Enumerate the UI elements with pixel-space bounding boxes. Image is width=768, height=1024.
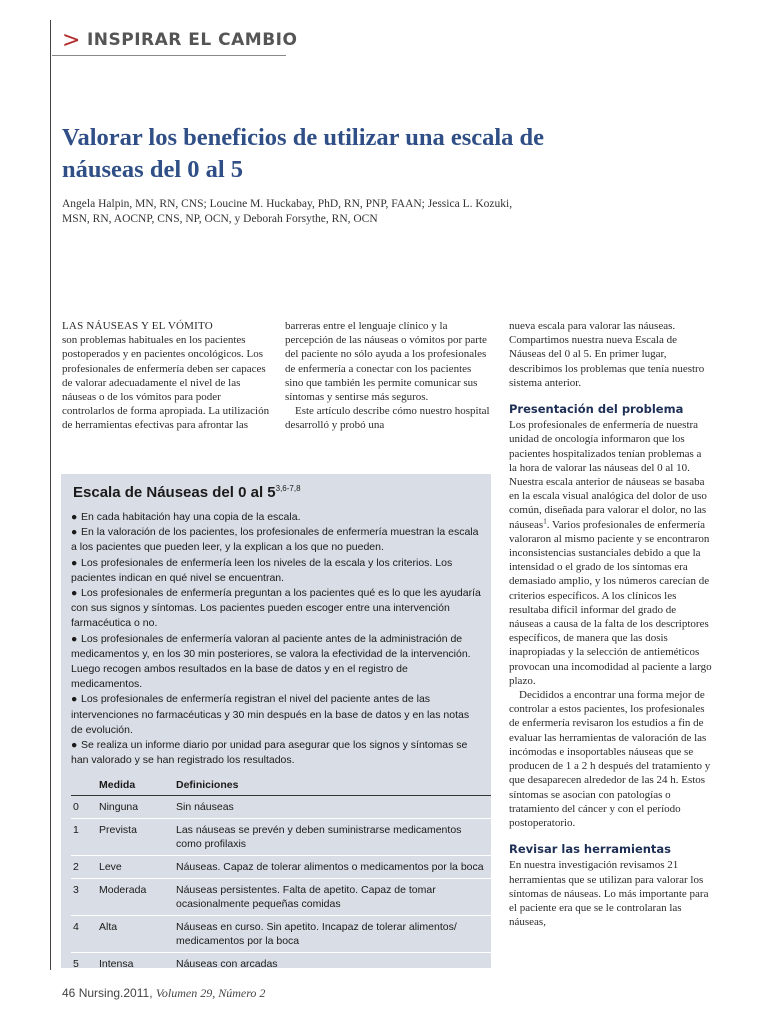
page-number: 46 [62, 986, 76, 1000]
measure-cell: Prevista [99, 819, 176, 856]
paragraph-text: . Varios profesionales de enfermería valoraron al mismo paciente y se encontraron inconsistencias sustanciales debido a que la intensidad o el grado de los síntomas era demasiado amplio, y los números carecían de criterios específicos. A los clínicos les resultaba difícil informar del grado de náuseas a causa de la falta de los descriptores específicos, de manera que las dosis inapropiadas y la selección de antieméticos provocan una incomodidad al paciente a largo plazo. [509, 518, 712, 687]
citation: 1 [543, 516, 547, 525]
bullet-icon: ● [71, 693, 78, 706]
header-cell: Definiciones [176, 777, 491, 796]
header-cell: Medida [99, 777, 176, 796]
definition-cell: Náuseas con arcadas [176, 953, 491, 976]
bullet-icon: ● [71, 632, 78, 645]
paragraph [509, 418, 712, 688]
level-cell: 1 [71, 819, 99, 856]
intro-paragraph [62, 319, 274, 433]
bullet-text: Los profesionales de enfermería preguntan a los pacientes qué es lo que les ayudaría con sus signos y síntomas. Los pacientes pueden escoger entre una intervención farmacéutica o no. [71, 587, 481, 630]
measure-cell: Intensa [99, 953, 176, 976]
scale-table [71, 777, 491, 976]
table-row [71, 879, 491, 916]
table-row [71, 916, 491, 953]
bullet-icon: ● [71, 739, 78, 752]
page-footer [62, 986, 265, 1001]
table-row [71, 953, 491, 976]
header-cell [71, 777, 99, 796]
definition-cell: Sin náuseas [176, 796, 491, 819]
citation: 3,6-7,8 [275, 484, 301, 493]
bullet-icon: ● [71, 587, 78, 600]
bullet-text: En cada habitación hay una copia de la escala. [81, 511, 301, 523]
bullet-item [71, 692, 481, 738]
definition-cell: Náuseas en curso. Sin apetito. Incapaz de tolerar alimentos/ medicamentos por la boca [176, 916, 491, 953]
measure-cell: Leve [99, 856, 176, 879]
definition-cell: Náuseas persistentes. Falta de apetito. Capaz de tomar ocasionalmente pequeñas comidas [176, 879, 491, 916]
paragraph-text: Los profesionales de enfermería de nuestra unidad de oncología informaron que los pacientes hospitalizados tenían problemas a la hora de valorar las náuseas del 0 al 10. Nuestra escala anterior de náuseas se basaba en la escala visual analógica del dolor de uso común, diseñada para valorar el dolor, no las náuseas [509, 419, 707, 531]
bullet-item [71, 510, 481, 525]
paragraph: Este artículo describe cómo nuestro hospital desarrolló y probó una [285, 405, 490, 432]
bullet-text: Los profesionales de enfermería valoran al paciente antes de la administración de medicamentos y, en los 30 min posteriores, se valora la efectividad de la intervención. Luego recogen ambos resultados en la base de datos y en el registro de medicamentos. [71, 632, 471, 691]
table-row [71, 796, 491, 819]
table-row [71, 819, 491, 856]
article-authors: Angela Halpin, MN, RN, CNS; Loucine M. Huckabay, PhD, RN, PNP, FAAN; Jessica L. Kozuki, MSN, RN, AOCNP, CNS, NP, OCN, y Deborah Forsythe, RN, OCN [62, 198, 513, 225]
level-cell: 0 [71, 796, 99, 819]
paragraph: En nuestra investigación revisamos 21 herramientas que se utilizan para valorar los síntomas de náuseas. Lo más importante para el paciente era que se le controlaran las náuseas, [509, 859, 709, 929]
bullet-text: Se realiza un informe diario por unidad para asegurar que los signos y síntomas se han valorado y se han registrado los resultados. [71, 739, 468, 767]
subheading: Revisar las herramientas [509, 842, 672, 857]
chevron-right-icon: > [62, 28, 81, 53]
subheading: Presentación del problema [509, 402, 684, 417]
column-3 [509, 319, 712, 929]
column-2 [285, 319, 490, 433]
article-title: Valorar los beneficios de utilizar una escala de náuseas del 0 al 5 [62, 124, 545, 183]
bullet-item [71, 556, 481, 586]
paragraph: Decididos a encontrar una forma mejor de controlar a estos pacientes, los profesionales de enfermería revisaron los estudios a fin de evaluar las herramientas de valoración de las incómodas e insoportables náuseas que se producen de 1 a 2 h después del tratamiento y que desaparecen alrededor de las 24 h. Estos síntomas se asocian con patologías o tratamiento del cáncer y con el período postoperatorio. [509, 689, 711, 829]
lead-in: LAS NÁUSEAS Y EL VÓMITO [62, 320, 213, 332]
bullet-text: Los profesionales de enfermería registran el nivel del paciente antes de las intervenciones no farmacéuticas y 30 min después en la base de datos y en las notas de evolución. [71, 693, 470, 736]
paragraph: barreras entre el lenguaje clínico y la percepción de las náuseas o vómitos por parte del paciente no sólo ayuda a los profesionales de enfermería a conectar con los pacientes sino que también les permite comunicar sus síntomas y sentirse más seguros. [285, 320, 487, 404]
box-title [73, 484, 481, 501]
definition-cell: Náuseas. Capaz de tolerar alimentos o medicamentos por la boca [176, 856, 491, 879]
nausea-scale-box [61, 474, 491, 971]
bullet-item [71, 525, 481, 555]
level-cell: 4 [71, 916, 99, 953]
bullet-text: Los profesionales de enfermería leen los niveles de la escala y los criterios. Los pacientes indican en qué nivel se encuentran. [71, 556, 453, 584]
box-title-text: Escala de Náuseas del 0 al 5 [73, 484, 276, 501]
level-cell: 3 [71, 879, 99, 916]
table-header-row [71, 777, 491, 796]
measure-cell: Alta [99, 916, 176, 953]
measure-cell: Ninguna [99, 796, 176, 819]
section-header [62, 26, 297, 51]
table-row [71, 856, 491, 879]
header-rule [52, 55, 286, 56]
section-label: INSPIRAR EL CAMBIO [86, 30, 298, 50]
margin-rule [50, 20, 51, 970]
volume-info: Volumen 29, Número 2 [155, 986, 266, 1000]
level-cell: 2 [71, 856, 99, 879]
intro-text: son problemas habituales en los pacientes postoperados y en pacientes oncológicos. Los profesionales de enfermería deben ser capaces de valorar adecuadamente el nivel de las náuseas o de los vómitos para poder controlarlos de forma apropiada. La utilización de herramientas efectivas para afrontar las [62, 334, 270, 432]
bullet-item [71, 586, 481, 632]
definition-cell: Las náuseas se prevén y deben suministrarse medicamentos como profilaxis [176, 819, 491, 856]
level-cell: 5 [71, 953, 99, 976]
column-1 [62, 319, 274, 433]
bullet-text: En la valoración de los pacientes, los profesionales de enfermería muestran la escala a los pacientes que pueden leer, y la explican a los que no pueden. [71, 526, 479, 554]
journal-name: Nursing.2011, [78, 986, 153, 1000]
paragraph: nueva escala para valorar las náuseas. Compartimos nuestra nueva Escala de Náuseas del 0 al 5. En primer lugar, describimos los problemas que tenía nuestro sistema anterior. [509, 320, 705, 389]
bullet-icon: ● [71, 511, 78, 523]
measure-cell: Moderada [99, 879, 176, 916]
bullet-item [71, 632, 481, 693]
bullet-icon: ● [71, 556, 78, 569]
bullet-item [71, 738, 481, 768]
bullet-icon: ● [71, 526, 78, 539]
